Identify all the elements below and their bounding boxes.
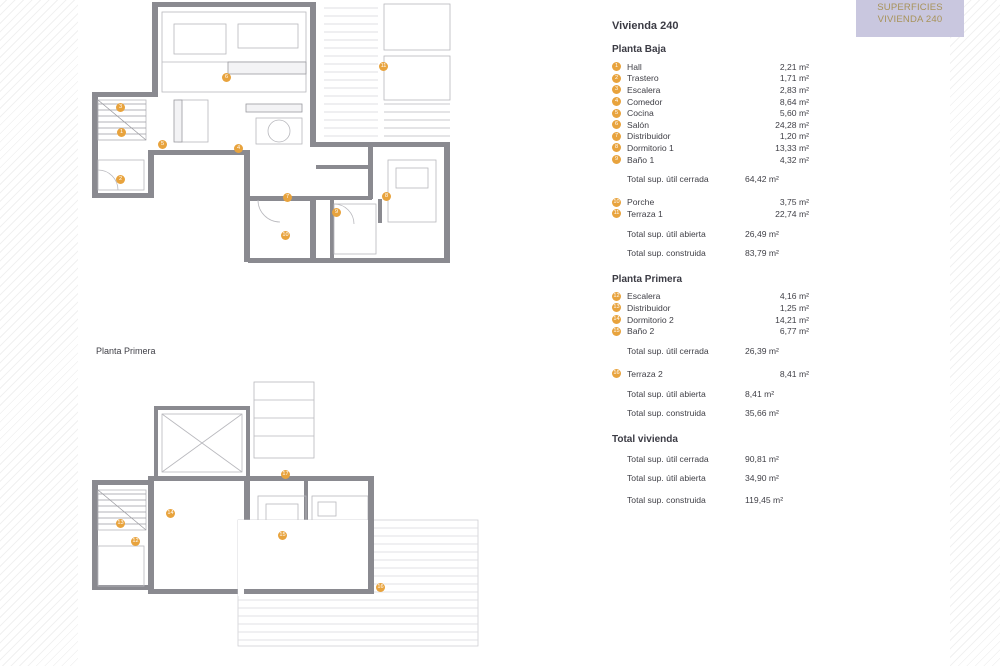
room-name: Porche: [627, 197, 655, 208]
total-label: Total sup. construida: [627, 494, 706, 505]
ground-total-built-label: Total sup. construida: [627, 247, 706, 258]
room-area-value: 8,64 m²: [779, 96, 809, 107]
plan-marker-5: 5: [158, 140, 167, 149]
room-number-badge: 14: [613, 316, 620, 323]
room-row: [612, 196, 952, 208]
room-row: [612, 84, 952, 96]
plan-marker-14: 14: [167, 510, 174, 516]
ground-room-list: [612, 61, 952, 165]
room-number-badge: 1: [612, 62, 621, 71]
room-number-badge: 3: [612, 85, 621, 94]
first-total-closed-label: Total sup. útil cerrada: [627, 345, 709, 356]
room-area-value: 4,32 m²: [779, 154, 809, 165]
ground-total-closed-value: 64,42 m²: [745, 174, 779, 185]
ground-total-built-value: 83,79 m²: [745, 247, 779, 258]
room-number-badge: 6: [612, 120, 621, 129]
room-row: [612, 96, 952, 108]
room-number-badge: 15: [613, 327, 620, 334]
room-area-value: 5,60 m²: [779, 108, 809, 119]
room-area-value: 4,16 m²: [779, 291, 809, 302]
right-margin-hatch: [950, 0, 1000, 666]
room-area-value: 14,21 m²: [775, 314, 809, 325]
plan-marker-11: 11: [380, 63, 387, 69]
room-number-badge: 2: [612, 74, 621, 83]
first-total-open: [627, 389, 952, 399]
room-row: [612, 142, 952, 154]
room-row: [612, 325, 952, 337]
total-list: [612, 454, 952, 505]
room-number-badge: 10: [613, 198, 620, 205]
room-name: Escalera: [627, 291, 661, 302]
room-area-value: 2,21 m²: [779, 61, 809, 72]
room-name: Distribuidor: [627, 302, 671, 313]
ground-total-open: [627, 229, 952, 239]
total-value: 119,45 m²: [745, 494, 784, 505]
ground-total-open-value: 26,49 m²: [745, 228, 779, 239]
room-row: [612, 314, 952, 326]
ground-total-built: [627, 248, 952, 258]
first-open-room-list: [612, 368, 952, 380]
room-number-badge: 13: [613, 304, 620, 311]
total-value: 34,90 m²: [745, 472, 779, 483]
room-row: [612, 154, 952, 166]
room-number-badge: 12: [613, 292, 620, 299]
room-row: [612, 73, 952, 85]
room-row: [612, 302, 952, 314]
room-row: [612, 119, 952, 131]
plan-marker-17: 17: [282, 471, 289, 477]
plan-marker-15: 15: [279, 532, 286, 538]
total-row: [627, 495, 952, 505]
plan-marker-1: 1: [117, 128, 126, 137]
room-name: Trastero: [627, 73, 659, 84]
room-row: [612, 131, 952, 143]
room-number-badge: 11: [613, 210, 620, 217]
section-title-first: Planta Primera: [612, 273, 683, 285]
plan-marker-4: 4: [234, 144, 243, 153]
plan-marker-3: 3: [116, 103, 125, 112]
room-area-value: 6,77 m²: [779, 326, 809, 337]
first-total-built-value: 35,66 m²: [745, 407, 779, 418]
plan-marker-16: 16: [377, 584, 384, 590]
room-row: [612, 61, 952, 73]
first-total-built-label: Total sup. construida: [627, 407, 706, 418]
surfaces-panel: [612, 0, 952, 505]
room-number-badge: 8: [612, 143, 621, 152]
room-row: [612, 291, 952, 303]
total-label: Total sup. útil cerrada: [627, 453, 709, 464]
room-number-badge: 9: [612, 155, 621, 164]
ground-total-closed-label: Total sup. útil cerrada: [627, 174, 709, 185]
section-title-total: Total vivienda: [612, 433, 678, 445]
room-area-value: 3,75 m²: [779, 197, 809, 208]
ground-total-closed: [627, 174, 952, 184]
first-total-open-value: 8,41 m²: [745, 388, 775, 399]
plan-marker-6: 6: [222, 73, 231, 82]
room-number-badge: 4: [612, 97, 621, 106]
banner-line-2: VIVIENDA 240: [877, 14, 943, 25]
room-name: Hall: [627, 61, 642, 72]
room-number-badge: 16: [613, 370, 620, 377]
room-name: Baño 2: [627, 326, 655, 337]
room-area-value: 8,41 m²: [779, 368, 809, 379]
room-row: [612, 208, 952, 220]
left-margin-hatch: [0, 0, 78, 666]
ground-total-open-label: Total sup. útil abierta: [627, 228, 706, 239]
section-title-ground: Planta Baja: [612, 44, 666, 55]
room-name: Dormitorio 1: [627, 142, 674, 153]
plan-marker-8: 8: [382, 192, 391, 201]
total-row: [627, 473, 952, 483]
room-area-value: 2,83 m²: [779, 84, 809, 95]
room-area-value: 1,25 m²: [779, 302, 809, 313]
first-floor-plan: [78, 370, 498, 660]
room-name: Dormitorio 2: [627, 314, 674, 325]
first-total-built: [627, 408, 952, 418]
room-name: Escalera: [627, 84, 661, 95]
panel-title: Vivienda 240: [612, 20, 679, 32]
room-name: Distribuidor: [627, 131, 671, 142]
room-name: Terraza 2: [627, 368, 663, 379]
room-name: Comedor: [627, 96, 663, 107]
room-row: [612, 107, 952, 119]
ground-floor-plan: [78, 0, 498, 290]
plan-marker-10: 10: [282, 232, 289, 238]
room-area-value: 24,28 m²: [775, 119, 809, 130]
first-room-list: [612, 291, 952, 337]
total-label: Total sup. útil abierta: [627, 472, 706, 483]
first-total-closed-value: 26,39 m²: [745, 345, 779, 356]
plan-marker-7: 7: [283, 193, 292, 202]
plan-marker-9: 9: [332, 208, 341, 217]
room-name: Terraza 1: [627, 208, 663, 219]
first-floor-plan-label: Planta Primera: [96, 346, 156, 356]
total-value: 90,81 m²: [745, 453, 779, 464]
room-name: Salón: [627, 119, 649, 130]
room-number-badge: 5: [612, 109, 621, 118]
ground-open-room-list: [612, 196, 952, 219]
room-area-value: 1,20 m²: [779, 131, 809, 142]
room-number-badge: 7: [612, 132, 621, 141]
plan-marker-12: 12: [132, 538, 139, 544]
room-name: Baño 1: [627, 154, 655, 165]
room-name: Cocina: [627, 108, 654, 119]
first-total-closed: [627, 346, 952, 356]
room-area-value: 13,33 m²: [775, 142, 809, 153]
room-area-value: 1,71 m²: [779, 73, 809, 84]
room-row: [612, 368, 952, 380]
banner-line-1: SUPERFICIES: [877, 2, 943, 13]
room-area-value: 22,74 m²: [775, 208, 809, 219]
first-total-open-label: Total sup. útil abierta: [627, 388, 706, 399]
plan-marker-13: 13: [117, 520, 124, 526]
total-row: [627, 454, 952, 464]
plan-marker-2: 2: [116, 175, 125, 184]
